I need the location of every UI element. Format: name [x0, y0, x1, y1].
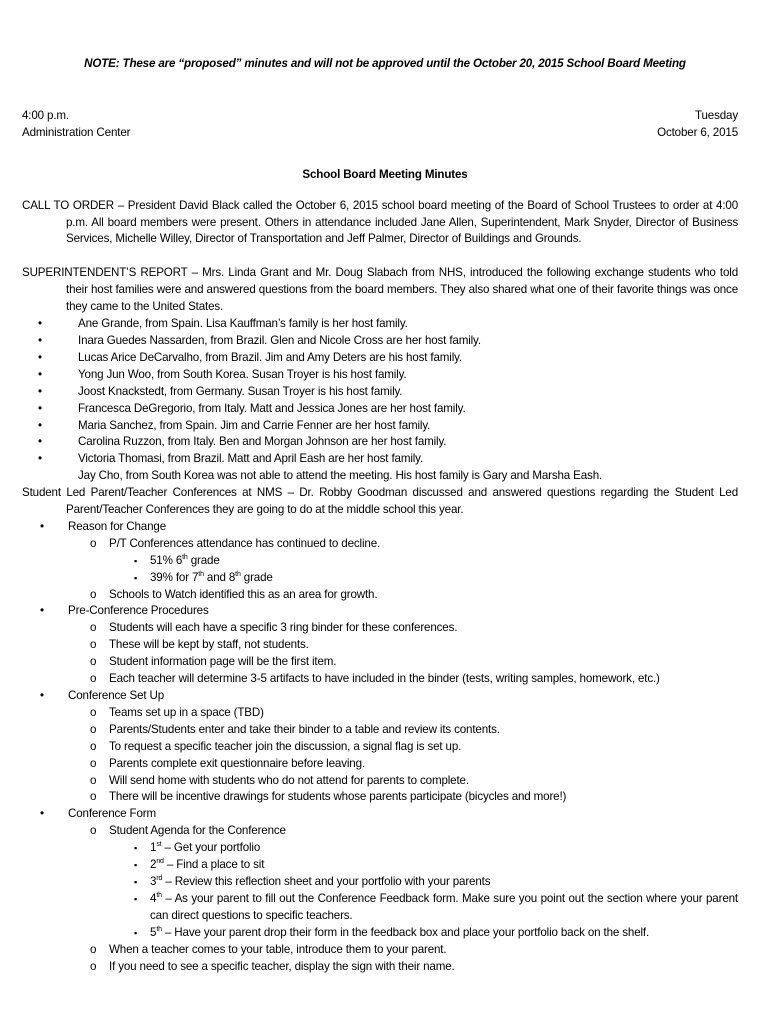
- list-item: o Schools to Watch identified this as an area for growth.: [68, 587, 738, 604]
- document-title: School Board Meeting Minutes: [302, 167, 468, 181]
- sub-list: [68, 823, 738, 975]
- student-extra-note: Jay Cho, from South Korea was not able to attend the meeting. His host family is Gary and Marsha Eash.: [78, 469, 603, 483]
- square-bullet-icon: ▪: [134, 893, 138, 904]
- list-item: ▪ 39% for 7th and 8th grade: [109, 570, 738, 587]
- bullet-icon: •: [40, 807, 44, 821]
- list-item: • Maria Sanchez, from Spain. Jim and Carrie Fenner are her host family.: [22, 418, 738, 435]
- list-item: • Carolina Ruzzon, from Italy. Ben and Morgan Johnson are her host family.: [22, 434, 738, 451]
- bullet-icon: •: [40, 519, 44, 533]
- bullet-icon: •: [38, 333, 42, 347]
- bullet-icon: •: [38, 418, 42, 432]
- topic-label: Pre-Conference Procedures: [68, 604, 209, 618]
- meeting-header: [22, 108, 738, 142]
- list-item: • Joost Knackstedt, from Germany. Susan Troyer is his host family.: [22, 384, 738, 401]
- sub-list: [68, 620, 738, 688]
- circle-bullet-icon: o: [90, 959, 97, 973]
- list-item: • Lucas Arice DeCarvalho, from Brazil. Jim and Amy Deters are his host family.: [22, 350, 738, 367]
- exchange-student-list: [22, 316, 738, 468]
- circle-bullet-icon: o: [90, 942, 97, 956]
- conference-topic-list: [22, 519, 738, 975]
- sub-list: [68, 705, 738, 806]
- list-item: ▪ 3rd – Review this reflection sheet and your portfolio with your parents: [109, 874, 738, 891]
- list-item: o There will be incentive drawings for students whose parents participate (bicycles and more!): [68, 789, 738, 806]
- topic-label: Conference Set Up: [68, 689, 165, 702]
- circle-bullet-icon: o: [90, 722, 97, 736]
- square-bullet-icon: ▪: [134, 860, 138, 871]
- topic-label: Conference Form: [68, 807, 156, 821]
- list-item: o These will be kept by staff, not students.: [68, 637, 738, 654]
- meeting-day-date: [657, 108, 738, 142]
- list-item: • Francesca DeGregorio, from Italy. Matt and Jessica Jones are her host family.: [22, 401, 738, 418]
- topic-conference-form: [22, 806, 738, 975]
- square-bullet-icon: ▪: [134, 843, 138, 854]
- meeting-date: October 6, 2015: [657, 125, 738, 139]
- list-item: ▪ 1st – Get your portfolio: [109, 840, 738, 857]
- square-bullet-icon: ▪: [134, 927, 138, 938]
- bullet-icon: •: [38, 435, 42, 449]
- circle-bullet-icon: o: [90, 790, 97, 804]
- circle-bullet-icon: o: [90, 536, 97, 550]
- meeting-time-location: [22, 108, 130, 142]
- circle-bullet-icon: o: [90, 655, 97, 669]
- list-item: • Ane Grande, from Spain. Lisa Kauffman’s family is her host family.: [22, 316, 738, 333]
- list-item: ▪ 2nd – Find a place to sit: [109, 857, 738, 874]
- bullet-icon: •: [38, 401, 42, 415]
- topic-label: Reason for Change: [68, 519, 166, 533]
- bullet-icon: •: [38, 350, 42, 364]
- circle-bullet-icon: o: [90, 773, 97, 787]
- conferences-intro-paragraph: Student Led Parent/Teacher Conferences at NMS – Dr. Robby Goodman discussed and answered questions regarding the Student Led Parent/Teacher Conferences they are going to do at the middle school this year.: [22, 486, 738, 517]
- bullet-icon: •: [38, 317, 42, 331]
- agenda-step-list: [109, 840, 738, 941]
- bullet-icon: •: [38, 452, 42, 466]
- list-item: o P/T Conferences attendance has continued to decline. ▪ 51% 6th grade ▪ 39% for 7th and 8th grade: [68, 536, 738, 587]
- sub-list: [68, 536, 738, 604]
- list-item: • Inara Guedes Nassarden, from Brazil. Glen and Nicole Cross are her host family.: [22, 333, 738, 350]
- list-item: o Students will each have a specific 3 ring binder for these conferences.: [68, 620, 738, 637]
- list-item: • Victoria Thomasi, from Brazil. Matt and April Eash are her host family.: [22, 451, 738, 468]
- list-item: o Each teacher will determine 3-5 artifacts to have included in the binder (tests, writing samples, homework, etc.): [68, 671, 738, 688]
- bullet-icon: •: [40, 604, 44, 618]
- meeting-day: Tuesday: [695, 108, 738, 122]
- circle-bullet-icon: o: [90, 739, 97, 753]
- list-item: ▪ 51% 6th grade: [109, 553, 738, 570]
- grade-list: [109, 553, 738, 587]
- list-item: o Student Agenda for the Conference ▪ 1st – Get your portfolio ▪ 2nd – Find a place to sit ▪ 3rd – Review this reflection sheet and your portfolio with your parents ▪ 4th – As your parent to fill out the Conference Feedback form. Make sure you point out the section where your parent can direct questions to specific teachers. ▪ 5th – Have your parent drop their form in the feedback box and place your portfolio back on the shelf.: [68, 823, 738, 941]
- square-bullet-icon: ▪: [134, 876, 138, 887]
- bullet-icon: •: [38, 384, 42, 398]
- circle-bullet-icon: o: [90, 587, 97, 601]
- circle-bullet-icon: o: [90, 621, 97, 635]
- bullet-icon: •: [40, 689, 44, 702]
- meeting-time: 4:00 p.m.: [22, 108, 69, 122]
- list-item: o Parents/Students enter and take their binder to a table and review its contents.: [68, 722, 738, 739]
- list-item: ▪ 5th – Have your parent drop their form in the feedback box and place your portfolio back on the shelf.: [109, 925, 738, 942]
- meeting-location: Administration Center: [22, 125, 131, 139]
- topic-reason-for-change: [22, 519, 738, 604]
- circle-bullet-icon: o: [90, 672, 97, 686]
- topic-conference-set-up: [22, 688, 738, 806]
- list-item: o Teams set up in a space (TBD): [68, 705, 738, 722]
- circle-bullet-icon: o: [90, 638, 97, 652]
- square-bullet-icon: ▪: [134, 572, 138, 583]
- list-item: ▪ 4th – As your parent to fill out the Conference Feedback form. Make sure you point out the section where your parent can direct questions to specific teachers.: [134, 891, 738, 922]
- topic-pre-conference: [22, 603, 738, 688]
- list-item: o Parents complete exit questionnaire before leaving.: [68, 756, 738, 773]
- square-bullet-icon: ▪: [134, 555, 138, 566]
- circle-bullet-icon: o: [90, 705, 97, 719]
- proposed-minutes-note: NOTE: These are “proposed” minutes and will not be approved until the October 20, 2015 School Board Meeting: [84, 57, 686, 70]
- circle-bullet-icon: o: [90, 756, 97, 770]
- bullet-icon: •: [38, 367, 42, 381]
- circle-bullet-icon: o: [90, 824, 97, 838]
- list-item: o If you need to see a specific teacher, display the sign with their name.: [68, 959, 738, 976]
- call-to-order-paragraph: CALL TO ORDER – President David Black called the October 6, 2015 school board meeting of the Board of School Trustees to order at 4:00 p.m. All board members were present. Others in attendance included Jane Allen, Superintendent, Mark Snyder, Director of Business Services, Michelle Willey, Director of Transportation and Jeff Palmer, Director of Buildings and Grounds.: [22, 198, 738, 246]
- superintendent-report-paragraph: SUPERINTENDENT’S REPORT – Mrs. Linda Grant and Mr. Doug Slabach from NHS, introduced the following exchange students who told their host families were and answered questions from the board members. They also shared what one of their favorite things was once they came to the United States.: [22, 266, 738, 314]
- list-item: o Will send home with students who do not attend for parents to complete.: [68, 773, 738, 790]
- list-item: o When a teacher comes to your table, introduce them to your parent.: [68, 942, 738, 959]
- list-item: o Student information page will be the first item.: [68, 654, 738, 671]
- list-item: • Yong Jun Woo, from South Korea. Susan Troyer is his host family.: [22, 367, 738, 384]
- list-item: o To request a specific teacher join the discussion, a signal flag is set up.: [68, 739, 738, 756]
